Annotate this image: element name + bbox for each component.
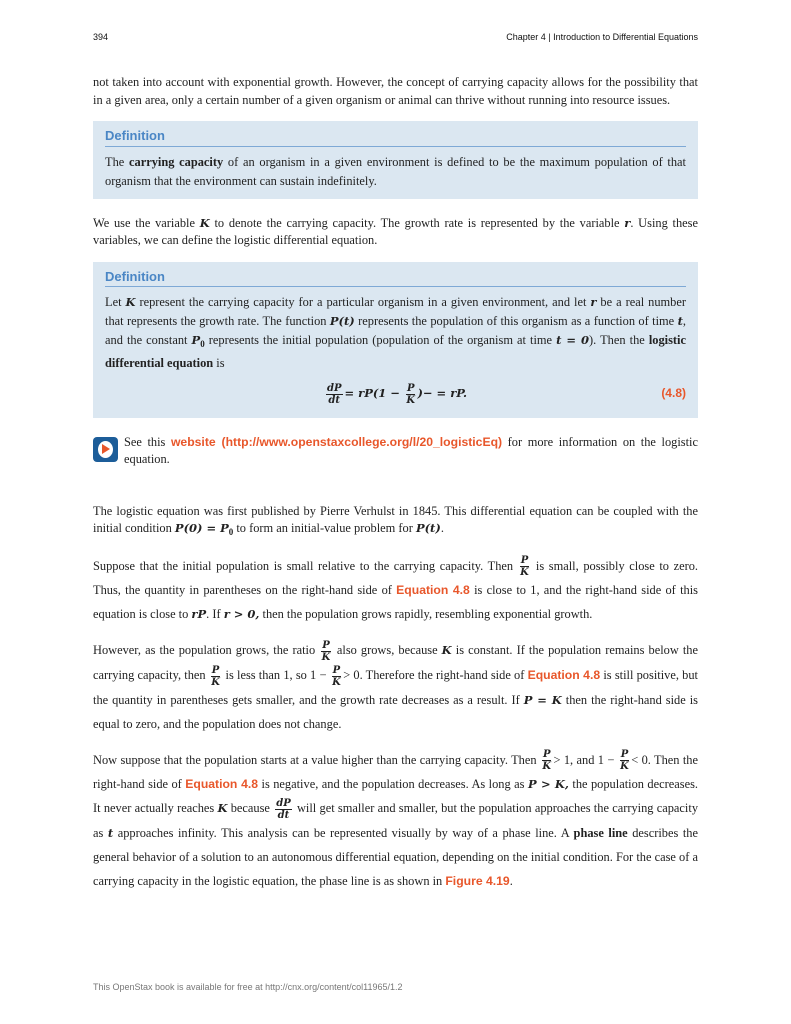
text-run: to denote the carrying capacity. The growth rate is represented by the variable (209, 215, 625, 230)
text-run: is still positive, but the quantity in parentheses gets smaller, and the growth rate decreases as a result. If (93, 667, 698, 707)
text-run: is small, possibly close to zero. Thus, the quantity in parentheses on the right-hand side of (93, 558, 699, 598)
text-run: the population decreases. It never actually reaches (93, 777, 698, 816)
denominator: K (332, 676, 341, 688)
math-expression: K (217, 801, 228, 816)
text-run: Let (105, 295, 126, 309)
math-expression: r (590, 295, 597, 309)
definition-box (93, 121, 698, 199)
text-run: not taken into account with exponential growth. However, the concept of carrying capacity allows for the possibility that in a given area, only a certain number of a given organism or animal can thrive without running into resource issues. (93, 75, 698, 107)
fraction (620, 749, 630, 772)
definition-title: Definition (105, 268, 686, 288)
math-expression: P(0) = P (174, 521, 229, 536)
definition-title: Definition (105, 127, 686, 147)
numerator: P (620, 749, 629, 761)
text-run: Now suppose that the population starts at a value higher than the carrying capacity. Then (93, 752, 540, 767)
denominator: dt (328, 394, 341, 406)
fraction (406, 383, 416, 406)
link[interactable]: Equation 4.8 (185, 777, 259, 792)
math-expression: t (107, 825, 114, 840)
footer-note: This OpenStax book is available for free at http://cnx.org/content/col11965/1.2 (93, 982, 403, 992)
fraction (542, 749, 552, 772)
text-run: for more information on the logistic equation. (124, 434, 698, 467)
denominator: K (406, 394, 416, 406)
fraction (326, 383, 343, 406)
text-run: The logistic equation was first published by Pierre Verhulst in 1845. This differential equation can be coupled with the initial condition (93, 503, 698, 536)
media-play-icon (93, 437, 118, 462)
page-number: 394 (93, 32, 109, 42)
text-run: is close to 1, and the right-hand side of this equation is close to (93, 583, 698, 622)
text-run: < 0. Then the right-hand side of (93, 752, 699, 792)
math-expression: = rP(1 − (344, 386, 404, 400)
text-run: then the right-hand side is equal to zero, and the population does not change. (93, 692, 698, 731)
text-run: approaches infinity. This analysis can be represented visually by way of a phase line. A (113, 825, 574, 840)
text-run: . Using these variables, we can define the logistic differential equation. (93, 215, 698, 247)
text-run: is constant. If the population remains below the carrying capacity, then (93, 643, 698, 682)
fraction (321, 640, 331, 663)
bold-term: phase line (573, 825, 628, 840)
text-run: . If (206, 607, 224, 622)
text-run: is less than 1, so 1 − (222, 667, 330, 682)
bold-term: carrying capacity (129, 154, 224, 169)
paragraph (93, 638, 698, 735)
numerator: P (322, 639, 330, 651)
text-run: represents the population of this organism as a function of time (354, 314, 678, 328)
denominator: K (620, 761, 629, 773)
paragraph (93, 74, 698, 109)
math-expression: P > K, (527, 777, 569, 792)
definition-text (105, 293, 686, 373)
numerator: P (406, 382, 415, 394)
paragraph (93, 748, 698, 893)
fraction (332, 665, 342, 688)
text-run: to form an initial-value problem for (233, 521, 416, 536)
math-expression: rP (191, 607, 207, 622)
text-run: be a real number that represents the growth rate. The function (105, 295, 686, 328)
text-run: represent the carrying capacity for a particular organism in a given environment, and let (135, 295, 591, 309)
text-run: > 0. Therefore the right-hand side of (343, 667, 528, 682)
text-run: . (509, 873, 513, 888)
text-run: of an organism in a given environment is defined to be the maximum population of that organism that the environment can sustain indefinitely. (105, 154, 686, 188)
equation (105, 381, 686, 406)
paragraph (93, 215, 698, 250)
text-run: Suppose that the initial population is small relative to the carrying capacity. Then (93, 558, 518, 573)
link[interactable]: Equation 4.8 (396, 583, 470, 598)
numerator: P (211, 664, 220, 676)
link[interactable]: Equation 4.8 (527, 667, 601, 682)
media-text (124, 434, 698, 469)
math-expression: K (199, 215, 210, 230)
math-expression: P(t) (415, 521, 441, 536)
fraction (520, 555, 530, 578)
fraction (211, 665, 221, 688)
numerator: P (332, 664, 341, 676)
math-expression: K (125, 295, 136, 309)
denominator: K (520, 567, 529, 579)
text-run: > 1, and 1 − (553, 752, 618, 767)
math-expression: P (191, 333, 201, 347)
text-run: will get smaller and smaller, but the population approaches the carrying capacity as (93, 801, 699, 840)
math-expression: )− = rP. (417, 386, 467, 400)
text-run: then the population grows rapidly, resembling exponential growth. (259, 607, 593, 622)
denominator: K (542, 761, 552, 773)
math-expression: r (624, 215, 631, 230)
fraction (275, 798, 292, 821)
media-note (93, 434, 698, 469)
definition-text (105, 153, 686, 191)
link[interactable]: Figure 4.19 (445, 873, 510, 888)
subscript: 0 (228, 527, 234, 538)
text-run: is negative, and the population decreases. As long as (258, 777, 528, 792)
math-expression: t = 0 (556, 333, 590, 347)
definition-box (93, 262, 698, 418)
text-run: The (105, 154, 129, 169)
paragraph (93, 554, 698, 627)
math-expression: P(t) (329, 314, 355, 328)
numerator: P (520, 555, 529, 567)
text-run: is (213, 356, 225, 370)
math-expression: t (677, 314, 683, 328)
math-expression: P = K (523, 692, 562, 707)
numerator: dP (276, 797, 291, 809)
text-run: ). Then the (589, 333, 649, 347)
math-expression: K (441, 643, 452, 658)
text-run: also grows, because (332, 643, 442, 658)
text-run: , and the constant (105, 314, 686, 347)
bold-term: logistic differential equation (105, 333, 686, 370)
chapter-header: Chapter 4 | Introduction to Differential Equations (506, 32, 698, 42)
denominator: dt (277, 809, 290, 821)
denominator: K (321, 651, 331, 663)
text-run: because (227, 801, 274, 816)
text-run: represents the initial population (population of the organism at time (204, 333, 557, 347)
text-run: describes the general behavior of a solution to an autonomous differential equation, depending on the initial condition. For the case of a carrying capacity in the logistic equation, the phase line is as shown in (93, 825, 698, 888)
denominator: K (211, 676, 220, 688)
text-run: . (440, 521, 444, 536)
page-content (93, 74, 698, 905)
numerator: P (542, 749, 551, 761)
link[interactable]: website (http://www.openstaxcollege.org/l/20_logisticEq) (170, 434, 503, 449)
numerator: dP (326, 382, 342, 394)
paragraph (93, 503, 698, 542)
text-run: We use the variable (93, 215, 200, 230)
math-expression: r > 0, (223, 607, 260, 622)
equation-number: (4.8) (661, 386, 686, 400)
text-run: See this (124, 434, 171, 449)
subscript: 0 (200, 339, 205, 349)
text-run: However, as the population grows, the ratio (93, 643, 320, 658)
